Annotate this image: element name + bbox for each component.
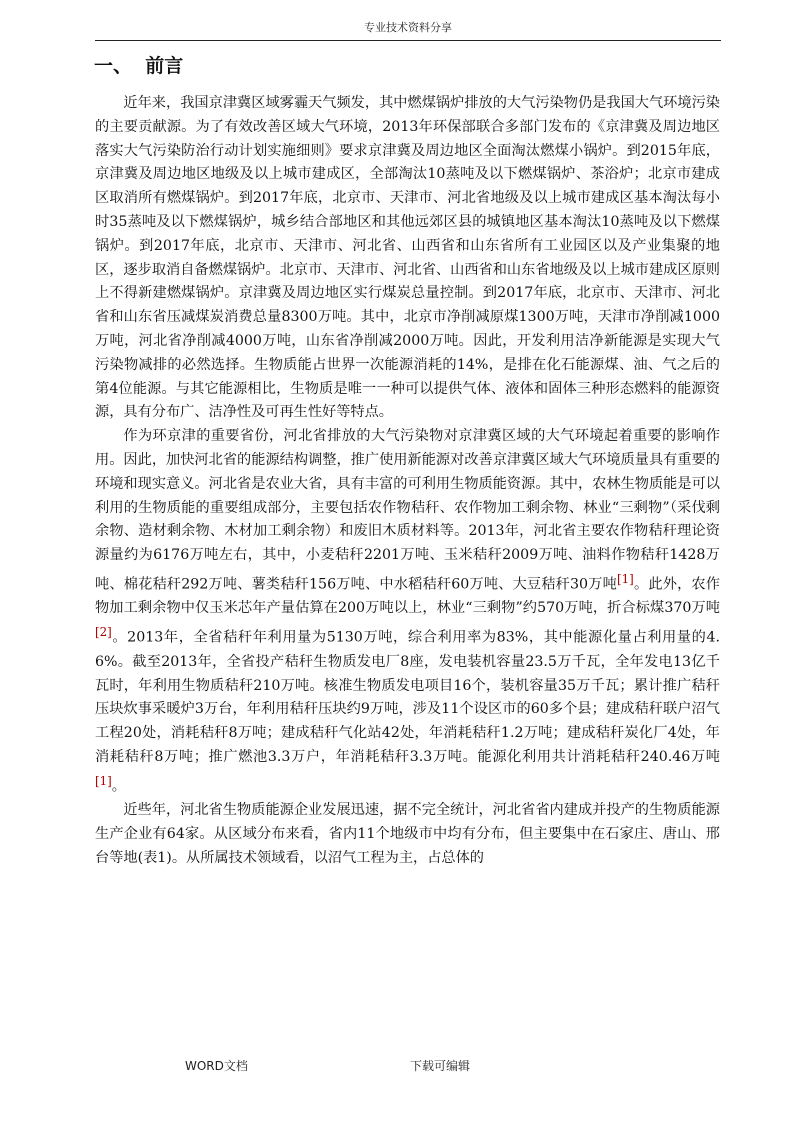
paragraph-2 <box>95 425 720 799</box>
citation-ref[interactable]: [1] <box>617 571 634 586</box>
citation-ref[interactable]: [2] <box>95 625 112 640</box>
section-title: 一、 前言 <box>94 55 184 77</box>
page-header-text: 专业技术资料分享 <box>364 21 452 34</box>
paragraph-text: 作为环京津的重要省份，河北省排放的大气污染物对京津冀区域的大气环境起着重要的影响作用。因此，加快河北省的能源结构调整，推广使用新能源对改善京津冀区域大气环境质量具有重要的环境和现实意义。河北省是农业大省，具有丰富的可利用生物质能资源。其中，农林生物质能是可以利用的生物质能的重要组成部分，主要包括农作物秸秆、农作物加工剩余物、林业“三剩物”（采伐剩余物、造材剩余物、木材加工剩余物）和废旧木质材料等。2013年，河北省主要农作物秸秆理论资源量约为6176万吨左右，其中，小麦秸秆2201万吨、玉米秸秆2009万吨、油料作物秸秆1428万吨、棉花秸秆292万吨、薯类秸秆156万吨、中水稻秸秆60万吨、大豆秸秆30万吨 <box>95 428 720 593</box>
footer-right: 下载可编辑 <box>410 1059 471 1073</box>
paragraph-3 <box>95 799 720 870</box>
body-text <box>95 92 720 871</box>
citation-ref[interactable]: [1] <box>95 773 112 788</box>
paragraph-text: 近年来，我国京津冀区域雾霾天气频发，其中燃煤锅炉排放的大气污染物仍是我国大气环境污染的主要贡献源。为了有效改善区域大气环境，2013年环保部联合多部门发布的《京津冀及周边地区落实大气污染防治行动计划实施细则》要求京津冀及周边地区全面淘汰燃煤小锅炉。到2015年底，京津冀及周边地区地级及以上城市建成区，全部淘汰10蒸吨及以下燃煤锅炉、茶浴炉；北京市建成区取消所有燃煤锅炉。到2017年底，北京市、天津市、河北省地级及以上城市建成区基本淘汰每小时35蒸吨及以下燃煤锅炉，城乡结合部地区和其他远郊区县的城镇地区基本淘汰10蒸吨及以下燃煤锅炉。到2017年底，北京市、天津市、河北省、山西省和山东省所有工业园区以及产业集聚的地区，逐步取消自备燃煤锅炉。北京市、天津市、河北省、山西省和山东省地级及以上城市建成区原则上不得新建燃煤锅炉。京津冀及周边地区实行煤炭总量控制。到2017年底，北京市、天津市、河北省和山东省压减煤炭消费总量8300万吨。其中，北京市净削减原煤1300万吨，天津市净削减1000万吨，河北省净削减4000万吨，山东省净削减2000万吨。因此，开发利用洁净新能源是实现大气污染物减排的必然选择。生物质能占世界一次能源消耗的14%，是排在化石能源煤、油、气之后的第4位能源。与其它能源相比，生物质是唯一一种可以提供气体、液体和固体三种形态燃料的能源资源，具有分布广、洁净性及可再生性好等特点。 <box>95 95 720 421</box>
paragraph-text: 。此外，农作物加工剩余物中仅玉米芯年产量估算在200万吨以上，林业“三剩物”约570万吨，折合标煤370万吨 <box>95 576 720 617</box>
footer-left: WORD文档 <box>185 1059 248 1073</box>
paragraph-text: 。 <box>111 778 126 795</box>
paragraph-text: 近些年，河北省生物质能源企业发展迅速，据不完全统计，河北省省内建成并投产的生物质能源生产企业有64家。从区域分布来看，省内11个地级市中均有分布，但主要集中在石家庄、唐山、邢台等地(表1)。从所属技术领域看，以沼气工程为主，占总体的 <box>95 802 720 866</box>
paragraph-text: 。2013年，全省秸秆年利用量为5130万吨，综合利用率为83%，其中能源化量占利用量的4.6%。截至2013年，全省投产秸秆生物质发电厂8座，发电装机容量23.5万千瓦，全年发电13亿千瓦时，年利用生物质秸秆210万吨。核准生物质发电项目16个，装机容量35万千瓦；累计推广秸秆压块炊事采暖炉3万台，年利用秸秆压块约9万吨，涉及11个设区市的60多个县；建成秸秆联户沼气工程20处，消耗秸秆8万吨；建成秸秆气化站42处，年消耗秸秆1.2万吨；建成秸秆炭化厂4处，年消耗秸秆8万吨；推广燃池3.3万户，年消耗秸秆3.3万吨。能源化利用共计消耗秸秆240.46万吨 <box>95 630 720 765</box>
page-header <box>95 20 721 41</box>
paragraph-1 <box>95 92 720 425</box>
